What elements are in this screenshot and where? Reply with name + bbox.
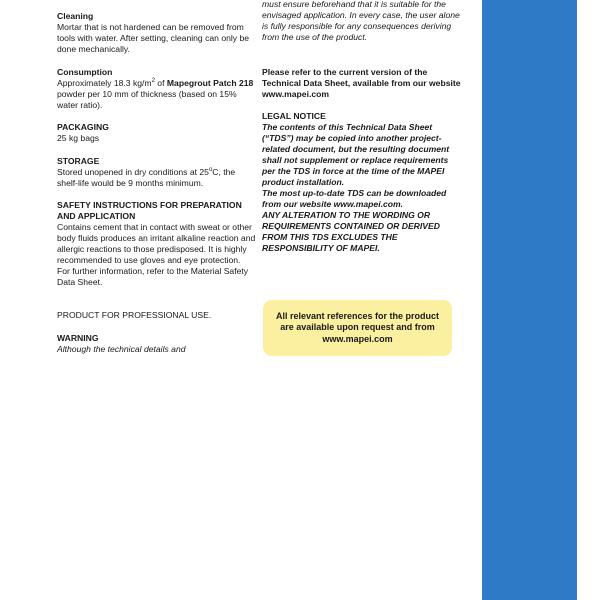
storage-text-part2: C, the shelf-life would be 9 months minimum. <box>57 167 236 188</box>
cleaning-text: Mortar that is not hardened can be removed from tools with water. After setting, cleaning can only be done mechanically. <box>57 22 250 54</box>
references-note-text: All relevant references for the product are available upon request and from www.mapei.com <box>275 310 440 344</box>
product-name: Mapegrout Patch 218 <box>166 78 254 88</box>
professional-use-section <box>57 310 257 321</box>
storage-heading: STORAGE <box>57 156 100 166</box>
consumption-text-part3: powder per 10 mm of thickness (based on 15% water ratio). <box>57 89 237 110</box>
safety-section <box>57 200 257 288</box>
storage-text <box>57 167 257 189</box>
packaging-section <box>57 122 257 144</box>
consumption-text-part2: of <box>154 78 167 88</box>
safety-heading: SAFETY INSTRUCTIONS FOR PREPARATION AND APPLICATION <box>57 200 242 221</box>
legal-notice-section <box>262 111 462 254</box>
warning-section <box>57 333 257 355</box>
warning-continued-text: must ensure beforehand that it is suitable for the envisaged application. In every case, the user alone is fully responsible for any consequences deriving from the use of the product. <box>262 0 460 42</box>
side-blue-bar <box>482 0 577 600</box>
refer-section <box>262 67 462 100</box>
cleaning-section <box>57 11 257 55</box>
consumption-superscript: 2 <box>151 78 155 85</box>
legal-notice-download-text: The most up-to-date TDS can be downloaded from our website www.mapei.com. <box>262 188 447 209</box>
legal-notice-heading: LEGAL NOTICE <box>262 111 326 121</box>
consumption-heading: Consumption <box>57 67 113 77</box>
legal-notice-text: The contents of this Technical Data Sheet (“TDS”) may be copied into another project-related document, but the resulting document shall not supplement or replace requirements per the TDS in force at the time of the MAPEI product installation. <box>262 122 450 187</box>
consumption-section <box>57 67 257 111</box>
refer-text: Please refer to the current version of the Technical Data Sheet, available from our website www.mapei.com <box>262 67 461 99</box>
warning-continued-section <box>262 0 462 43</box>
warning-heading: WARNING <box>57 333 99 343</box>
professional-use-text: PRODUCT FOR PROFESSIONAL USE. <box>57 310 212 320</box>
storage-section <box>57 156 257 189</box>
safety-text: Contains cement that in contact with sweat or other body fluids produces an irritant alkaline reaction and allergic reactions to those predisposed. It is highly recommended to use gloves and eye protection. <box>57 222 256 265</box>
consumption-text <box>57 78 257 111</box>
storage-degree-superscript: o <box>208 167 213 174</box>
safety-msds-text: For further information, refer to the Material Safety Data Sheet. <box>57 266 249 287</box>
packaging-heading: PACKAGING <box>57 122 109 132</box>
cleaning-heading: Cleaning <box>57 11 94 21</box>
storage-text-part1: Stored unopened in dry conditions at 25 <box>57 167 209 177</box>
legal-notice-alteration-text: ANY ALTERATION TO THE WORDING OR REQUIREMENTS CONTAINED OR DERIVED FROM THIS TDS EXCLUDES THE RESPONSIBILITY OF MAPEI. <box>262 210 440 253</box>
warning-text: Although the technical details and <box>57 344 186 354</box>
packaging-text: 25 kg bags <box>57 133 100 143</box>
references-note-box <box>263 300 452 356</box>
consumption-text-part1: Approximately 18.3 kg/m <box>57 78 152 88</box>
